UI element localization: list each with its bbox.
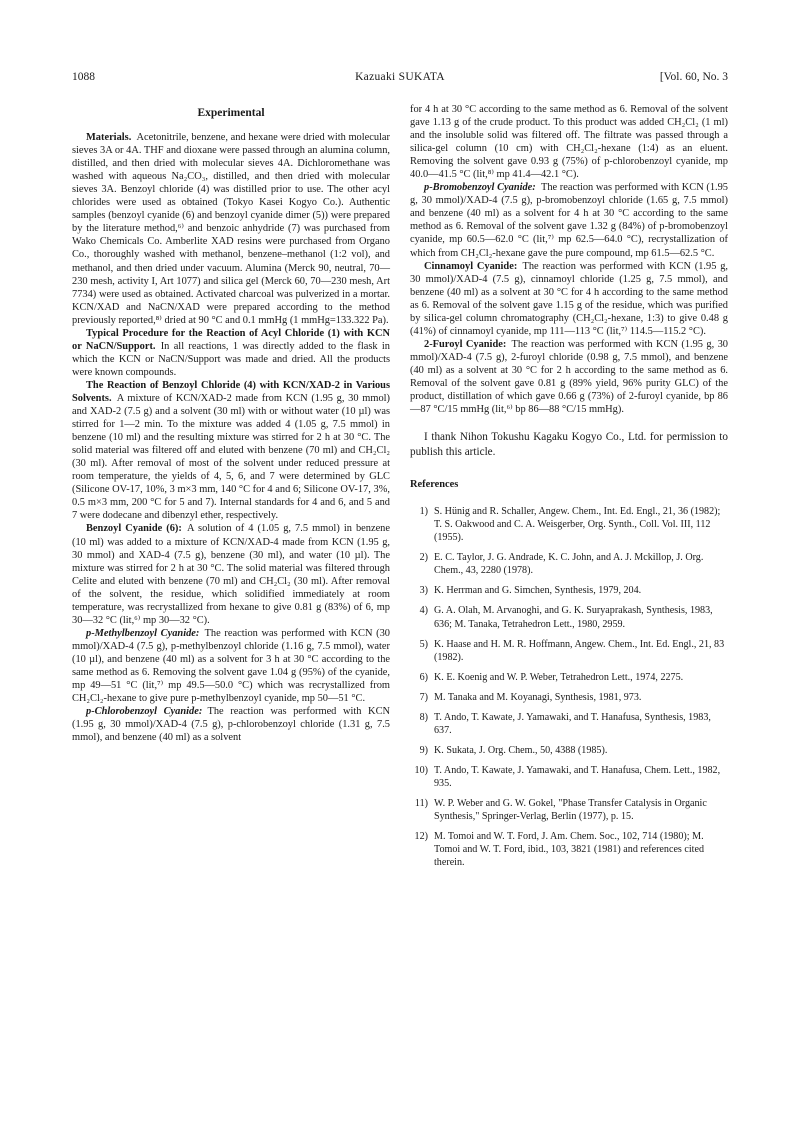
reference-number: 12) [414,831,428,843]
paragraph-text: The reaction was performed with KCN (1.95 g, 30 mmol)/XAD-4 (7.5 g), 2-furoyl chloride (0.98 g, 7.5 mmol), and benzene (40 ml) as a solvent at 30 °C for 2 h according to the same method as 6. Removal of the solvent gave 0.81 g (89% yield, 96% purity GLC) of the product, distillation of which gave 0.66 g (73%) of 2-furoyl cyanide, bp 86—87 °C/15 mmHg (lit,⁶⁾ bp 86—88 °C/15 mmHg). [410,338,728,416]
paragraph [410,103,728,181]
paragraph-heading: Benzoyl Cyanide (6): [86,523,182,535]
paragraph [72,379,390,523]
reference-item [410,671,728,684]
reference-text: K. Sukata, J. Org. Chem., 50, 4388 (1985). [434,744,608,756]
running-author: Kazuaki SUKATA [355,71,445,83]
reference-text: M. Tanaka and M. Koyanagi, Synthesis, 1981, 973. [434,691,642,703]
reference-text: W. P. Weber and G. W. Gokel, "Phase Transfer Catalysis in Organic Synthesis," Springer-Verlag, Berlin (1977), p. 15. [434,797,707,823]
reference-number: 9) [419,744,428,756]
paragraph-heading: Typical Procedure for the Reaction of Acyl Chloride (1) with KCN or NaCN/Support. [72,327,390,352]
paragraph [410,181,728,259]
paragraph-heading: p-Chlorobenzoyl Cyanide: [86,706,203,718]
reference-item [410,797,728,823]
reference-number: 4) [419,605,428,617]
paragraph-text: The reaction was performed with KCN (1.95 g, 30 mmol)/XAD-4 (7.5 g), cinnamoyl chloride (1.25 g, 7.5 mmol), and benzene (40 ml) as a solvent at 30 °C for 4 h according to the same method as 6. Removal of the solvent gave 1.15 g of the residue, which was purified by silica-gel column chromatography (CH₂Cl₂-hexane, 1:3) to give 0.48 g (41%) of cinnamoyl cyanide, mp 111—113 °C (lit,⁷⁾ 114.5—115.2 °C). [410,260,728,337]
reference-number: 2) [419,552,428,564]
reference-list [410,505,728,869]
paragraph-text: In all reactions, 1 was directly added to the flask in which the KCN or NaCN/Support was made and dried. All the products were known compounds. [72,340,390,378]
paragraph [410,260,728,338]
reference-text: M. Tomoi and W. T. Ford, J. Am. Chem. Soc., 102, 714 (1980); M. Tomoi and W. T. Ford, ibid., 103, 3821 (1981) and references cited therein. [434,831,704,869]
left-paragraphs [72,131,390,744]
reference-text: K. Haase and H. M. R. Hoffmann, Angew. Chem., Int. Ed. Engl., 21, 83 (1982). [434,638,725,663]
reference-text: T. Ando, T. Kawate, J. Yamawaki, and T. Hanafusa, Chem. Lett., 1982, 935. [434,764,721,789]
reference-item [410,604,728,630]
running-header [72,71,728,87]
paragraph-text: Acetonitrile, benzene, and hexane were dried with molecular sieves 3A or 4A. THF and dioxane were passed through an alumina column, distilled, and then dried with molecular sieves 4A. Dichloromethane was washed with aqueous Na₂CO₃, distilled, and then dried with molecular sieves 3A. Benzoyl chloride (4) was distilled prior to use. The other acyl chlorides were used as obtained (Tokyo Kasei Kogyo Co.). Authentic samples (benzoyl cyanide (6) and benzoyl cyanide dimer (5)) were prepared by the literature method,⁶⁾ and benzoic anhydride (7) was purchased from Wako Chemicals Co. Amberlite XAD resins were purchased from Organo Co., thoroughly washed with methanol, benzene–methanol (1:2 vol), and methanol, and then dried under vacuum. Alumina (Merck 90, neutral, 70—230 mesh, activity I, Art 1077) and silica gel (Merck 60, 70—230 mesh, Art 7734) were used as obtained. Activated charcoal was pulverized in a mortar. KCN/XAD and NaCN/XAD were prepared according to the method previously reported,⁸⁾ dried at 90 °C and 0.1 mmHg (1 mmHg=133.322 Pa). [72,132,390,326]
paragraph [72,627,390,705]
reference-number: 7) [419,691,428,703]
page-number: 1088 [72,71,95,83]
reference-item [410,691,728,704]
references-title: References [410,479,459,491]
paragraph [72,705,390,744]
paragraph-text: A mixture of KCN/XAD-2 made from KCN (1.95 g, 30 mmol) and XAD-2 (7.5 g) and a solvent (30 ml) with or without water (10 µl) was stirred for 1—2 min. To the mixture was added 4 (1.05 g, 7.5 mmol) in benzene (10 ml) and the resulting mixture was stirred for 2 h at 30 °C. The solid material was filtered off and eluted with benzene (70 ml) and CH₂Cl₂ (30 ml). After removal of most of the solvent under reduced pressure at room temperature, the yields of 4, 5, 6, and 7 were determined by GLC (Silicone OV-17, 10%, 3 m×3 mm, 140 °C for 4 and 6; Silicone OV-17, 3%, 0.5 m×3 mm, 200 °C for 5 and 7). Internal standards for 4 and 6, and 5 and 7 were dodecane and dibenzyl ether, respectively. [72,392,390,522]
reference-text: E. C. Taylor, J. G. Andrade, K. C. John, and A. J. Mckillop, J. Org. Chem., 43, 2280 (1978). [434,552,704,577]
right-paragraphs [410,103,728,416]
paragraph [72,522,390,626]
reference-item [410,764,728,790]
paragraph [72,327,390,379]
reference-number: 3) [419,585,428,597]
reference-number: 11) [414,797,428,809]
acknowledgement: I thank Nihon Tokushu Kagaku Kogyo Co., Ltd. for permission to publish this article. [410,431,728,459]
paragraph-heading: p-Methylbenzoyl Cyanide: [86,627,200,639]
reference-item [410,551,728,577]
paragraph-heading: p-Bromobenzoyl Cyanide: [424,182,536,194]
reference-item [410,584,728,597]
section-title: Experimental [197,107,265,119]
right-column [410,103,728,876]
reference-number: 8) [419,711,428,723]
reference-number: 10) [414,764,428,776]
reference-text: K. Herrman and G. Simchen, Synthesis, 1979, 204. [434,585,642,597]
journal-volume: [Vol. 60, No. 3 [659,71,728,83]
reference-item [410,638,728,664]
reference-number: 1) [419,506,428,518]
paragraph-heading: Materials. [86,132,132,144]
paragraph-text: for 4 h at 30 °C according to the same method as 6. Removal of the solvent gave 1.13 g of the crude product. To this product was added CH₂Cl₂ (1 ml) and the insoluble solid was filtered off. The filtrate was passed through a silica-gel column (10 cm) with CH₂Cl₂-hexane (1:4) as an eluent. Removing the solvent gave 0.93 g (75%) of p-chlorobenzoyl cyanide, mp 40.0—41.5 °C (lit,⁸⁾ mp 41.4—42.1 °C). [410,104,728,181]
paragraph [72,131,390,327]
paragraph-heading: The Reaction of Benzoyl Chloride (4) with KCN/XAD-2 in Various Solvents. [72,379,390,404]
reference-text: K. E. Koenig and W. P. Weber, Tetrahedron Lett., 1974, 2275. [434,671,684,683]
reference-item [410,744,728,757]
left-column [72,103,390,744]
paragraph [410,338,728,416]
paragraph-text: The reaction was performed with KCN (1.95 g, 30 mmol)/XAD-4 (7.5 g), p-chlorobenzoyl chloride (1.31 g, 7.5 mmol), and benzene (40 ml) as a solvent [72,706,390,744]
paragraph-text: A solution of 4 (1.05 g, 7.5 mmol) in benzene (10 ml) was added to a mixture of KCN/XAD-4 made from KCN (1.95 g, 30 mmol) and XAD-4 (7.5 g), benzene (30 ml), and water (10 µl). The mixture was stirred for 2 h at 30 °C. The solid material was filtered through Celite and eluted with benzene (70 ml) and CH₂Cl₂ (30 ml). After removal of the solvent, the residue, which solidified immediately at room temperature, was recrystallized from hexane to give 0.81 g (83%) of 6, mp 30—32 °C (lit,⁶⁾ mp 30—32 °C). [72,523,390,626]
paragraph-text: The reaction was performed with KCN (1.95 g, 30 mmol)/XAD-4 (7.5 g), p-bromobenzoyl chloride (1.65 g, 7.5 mmol) and benzene (40 ml) as a solvent for 4 h at 30 °C according to the same method as 6. Removal of the solvent gave 1.32 g (84%) of p-bromobenzoyl cyanide, mp 60.5—62.0 °C (lit,⁷⁾ mp 62.5—64.0 °C), recrystallization of which from CH₂Cl₂-hexane gave the pure compound, mp 61.5—62.5 °C. [410,182,729,259]
reference-number: 6) [419,671,428,683]
reference-text: T. Ando, T. Kawate, J. Yamawaki, and T. Hanafusa, Synthesis, 1983, 637. [434,711,711,736]
reference-text: S. Hünig and R. Schaller, Angew. Chem., Int. Ed. Engl., 21, 36 (1982); T. S. Oakwood and C. A. Weisgerber, Org. Synth., Coll. Vol. III, 112 (1955). [434,506,721,544]
reference-item [410,505,728,544]
paragraph-heading: 2-Furoyl Cyanide: [424,338,507,350]
paragraph-text: The reaction was performed with KCN (30 mmol)/XAD-4 (7.5 g), p-methylbenzoyl chloride (1.16 g, 7.5 mmol), water (10 µl), and benzene (40 ml) as a solvent for 3 h at 30 °C according to the same method as 6. Removing the solvent gave 1.04 g (95%) of the cyanide, mp 49—51 °C (lit,⁷⁾ mp 49.5—50.0 °C) which was recrystallized from CH₂Cl₂-hexane to give pure p-methylbenzoyl cyanide, mp 50—51 °C. [72,627,390,705]
reference-item [410,830,728,869]
reference-number: 5) [419,638,428,650]
reference-item [410,711,728,737]
reference-text: G. A. Olah, M. Arvanoghi, and G. K. Suryaprakash, Synthesis, 1983, 636; M. Tanaka, Tetrahedron Lett., 1980, 2959. [434,605,713,630]
paragraph-heading: Cinnamoyl Cyanide: [424,260,518,272]
